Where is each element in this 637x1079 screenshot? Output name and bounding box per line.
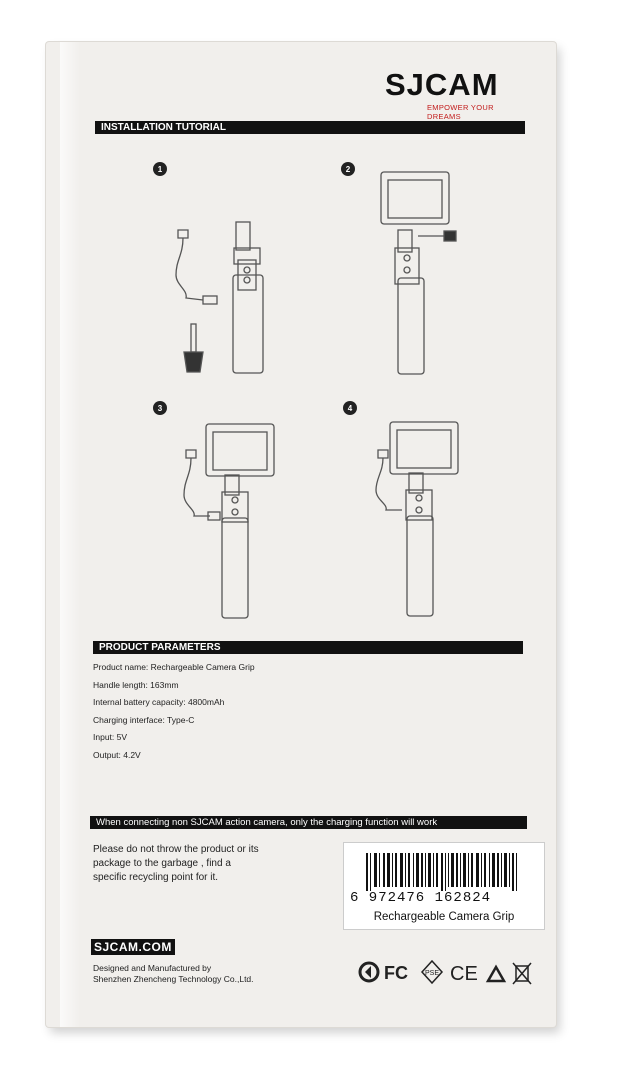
barcode-number: 6 972476 162824 [350,890,492,906]
weee-bin-icon [513,963,531,984]
recycling-line-1: Please do not throw the product or its [93,844,259,855]
param-battery-capacity: Internal battery capacity: 4800mAh [93,697,225,707]
shrink-wrap-glare [60,42,80,1027]
recycle-icon [488,967,504,981]
barcode-bars [344,843,544,891]
svg-text:PSE: PSE [424,970,440,977]
recycling-line-3: specific recycling point for it. [93,872,219,883]
param-handle-length: Handle length: 163mm [93,679,179,690]
fcc-mark: FC [384,963,408,983]
param-charging-interface: Charging interface: Type-C [93,714,195,725]
logo-wordmark: SJCAM [385,67,499,102]
parameters-list [93,662,255,767]
barcode-label [343,842,545,930]
eco-icon [360,963,378,981]
param-input: Input: 5V [93,732,128,742]
step-4-number: 4 [347,404,353,413]
param-product-name: Product name: Rechargeable Camera Grip [93,662,255,672]
manufacturer-line-2: Shenzhen Zhencheng Technology Co.,Ltd. [93,974,254,984]
logo-tagline: EMPOWER YOUR DREAMS [427,103,494,121]
barcode-product-label: Rechargeable Camera Grip [373,911,515,923]
parameters-header: PRODUCT PARAMETERS [93,641,523,654]
param-output: Output: 4.2V [93,749,141,760]
ce-mark: CE [450,963,478,985]
certification-marks [358,957,538,987]
step-2-number: 2 [345,165,351,174]
warning-bar: When connecting non SJCAM action camera, only the charging function will work [90,816,527,829]
website-label: SJCAM.COM [91,939,175,955]
step-1-number: 1 [157,165,163,174]
manufacturer-line-1: Designed and Manufactured by [93,963,212,973]
recycling-line-2: package to the garbage , find a [93,858,231,869]
pse-icon [422,961,442,983]
manufacturer-info [93,963,254,985]
installation-illustrations [98,160,518,620]
sjcam-logo [385,67,525,121]
step-3-number: 3 [157,404,163,413]
recycling-note [93,843,293,885]
tutorial-header: INSTALLATION TUTORIAL [95,121,525,134]
